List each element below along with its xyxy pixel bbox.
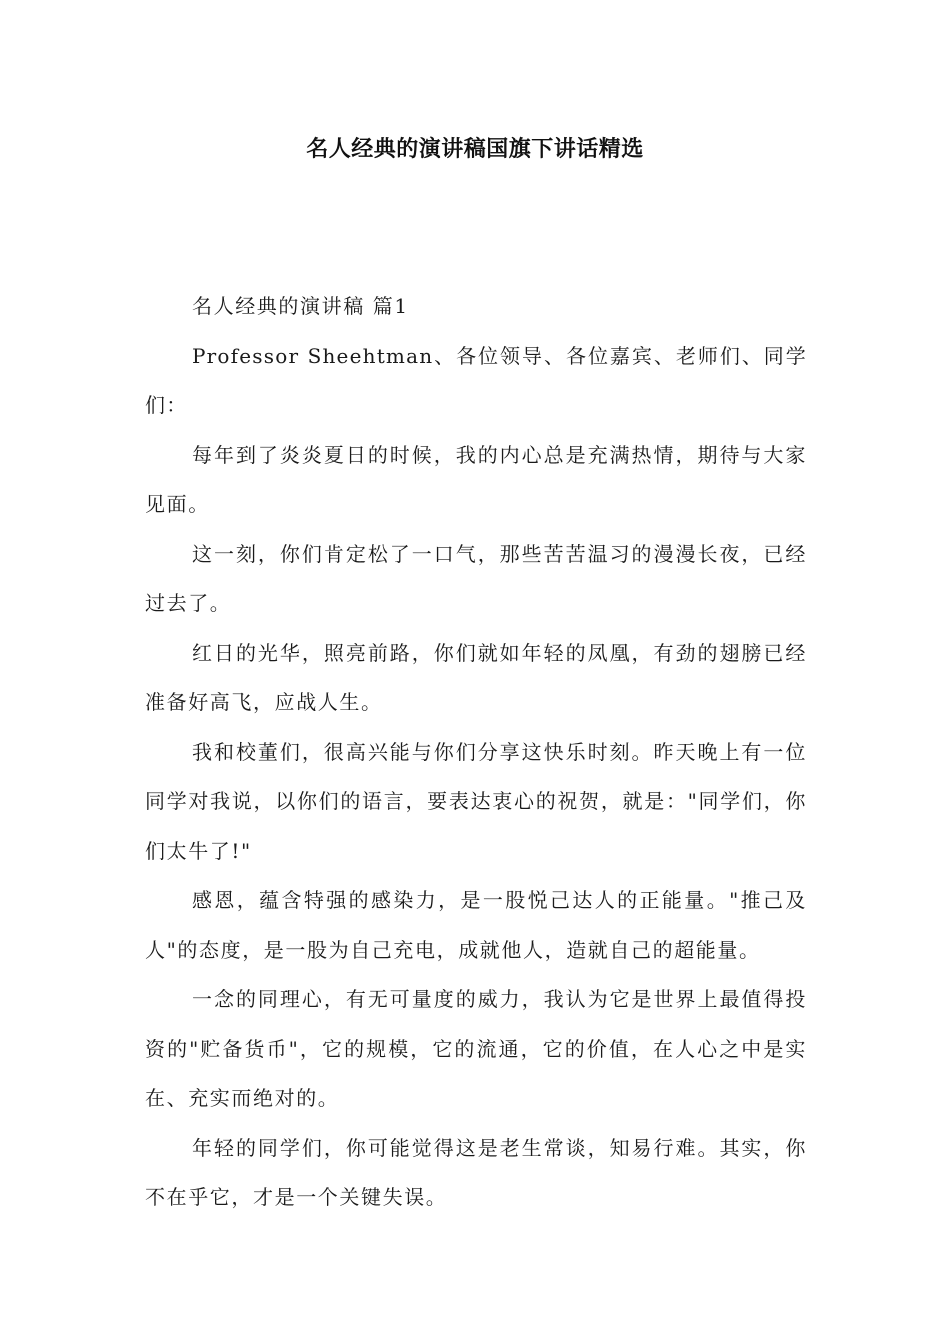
paragraph: 这一刻，你们肯定松了一口气，那些苦苦温习的漫漫长夜，已经过去了。 [145,541,807,615]
paragraph: 红日的光华，照亮前路，你们就如年轻的凤凰，有劲的翅膀已经准备好高飞，应战人生。 [145,640,807,714]
document-body [145,282,807,1223]
section-heading: 名人经典的演讲稿 篇1 [192,294,409,318]
paragraph: 感恩，蕴含特强的感染力，是一股悦己达人的正能量。"推己及人"的态度，是一股为自己充电，成就他人，造就自己的超能量。 [145,888,807,962]
paragraph-greeting: Professor Sheehtman、各位领导、各位嘉宾、老师们、同学们： [145,343,807,417]
paragraph: 一念的同理心，有无可量度的威力，我认为它是世界上最值得投资的"贮备货币"，它的规模，它的流通，它的价值，在人心之中是实在、充实而绝对的。 [145,987,807,1110]
document-title: 名人经典的演讲稿国旗下讲话精选 [306,137,644,162]
paragraph: 年轻的同学们，你可能觉得这是老生常谈，知易行难。其实，你不在乎它，才是一个关键失误。 [145,1135,807,1209]
paragraph: 每年到了炎炎夏日的时候，我的内心总是充满热情，期待与大家见面。 [145,442,807,516]
paragraph: 我和校董们，很高兴能与你们分享这快乐时刻。昨天晚上有一位同学对我说，以你们的语言，要表达衷心的祝贺，就是："同学们，你们太牛了!" [145,739,807,863]
